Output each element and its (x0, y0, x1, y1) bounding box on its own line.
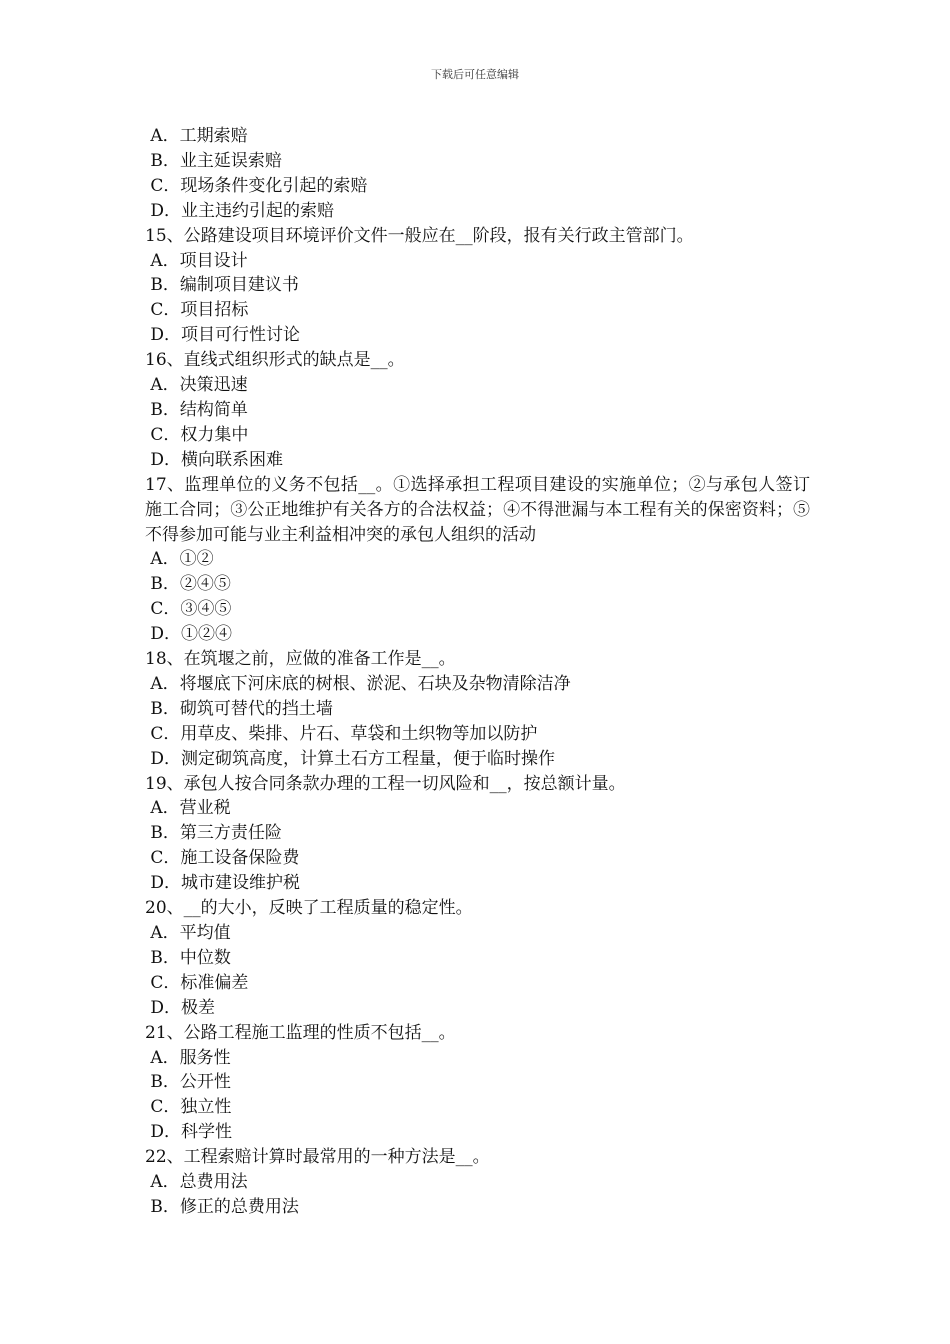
option-text: D．①②④ (145, 624, 233, 645)
option-text: B．砌筑可替代的挡土墙 (145, 698, 333, 719)
question-text: 22、工程索赔计算时最常用的一种方法是__。 (145, 1147, 490, 1168)
option-text: C．用草皮、柴排、片石、草袋和土织物等加以防护 (145, 723, 538, 744)
option-text: C．标准偏差 (145, 972, 249, 993)
option-text: A．服务性 (145, 1047, 231, 1068)
option-text: A．将堰底下河床底的树根、淤泥、石块及杂物清除洁净 (145, 673, 571, 694)
option-text: D．城市建设维护税 (145, 873, 301, 894)
option-text: C．独立性 (145, 1097, 232, 1118)
option-text: C．施工设备保险费 (145, 848, 300, 869)
option-text: B．业主延误索赔 (145, 150, 282, 171)
question-text: 18、在筑堰之前，应做的准备工作是__。 (145, 649, 456, 670)
question-text: 19、承包人按合同条款办理的工程一切风险和__，按总额计量。 (145, 773, 626, 794)
question-text: 21、公路工程施工监理的性质不包括__。 (145, 1022, 456, 1043)
option-text: D．科学性 (145, 1122, 233, 1143)
option-text: A．平均值 (145, 923, 231, 943)
question-text: 20、__的大小，反映了工程质量的稳定性。 (145, 898, 473, 919)
option-text: A．决策迅速 (145, 375, 248, 396)
option-text: D．项目可行性讨论 (145, 325, 301, 346)
page-header: 下载后可任意编辑 (431, 68, 519, 81)
option-text: B．编制项目建议书 (145, 275, 299, 296)
option-text: B．结构简单 (145, 399, 248, 420)
option-text: B．第三方责任险 (145, 823, 282, 844)
option-text: D．横向联系困难 (145, 449, 284, 470)
question-text: 17、监理单位的义务不包括__。①选择承担工程项目建设的实施单位；②与承包人签订施工合同；③公正地维护有关各方的合法权益；④不得泄漏与本工程有关的保密资料；⑤不得参加可能与业主利益相冲突的承包人组织的活动 (145, 474, 810, 545)
option-text: B．中位数 (145, 947, 231, 968)
option-text: B．②④⑤ (145, 574, 231, 595)
option-text: B．修正的总费用法 (145, 1196, 299, 1217)
option-text: C．③④⑤ (145, 599, 232, 620)
option-text: A．①② (145, 549, 214, 570)
option-text: A．项目设计 (145, 250, 248, 271)
question-list (145, 124, 810, 1220)
question-text: 16、直线式组织形式的缺点是__。 (145, 350, 405, 371)
option-text: C．现场条件变化引起的索赔 (145, 175, 368, 196)
option-text: D．极差 (145, 997, 216, 1018)
option-text: C．权力集中 (145, 424, 249, 445)
question-text: 15、公路建设项目环境评价文件一般应在__阶段，报有关行政主管部门。 (145, 225, 694, 246)
option-text: D．测定砌筑高度，计算土石方工程量，便于临时操作 (145, 748, 556, 769)
option-text: A．工期索赔 (145, 126, 248, 146)
option-text: A．营业税 (145, 798, 231, 819)
option-text: A．总费用法 (145, 1172, 248, 1193)
option-text: D．业主违约引起的索赔 (145, 200, 335, 221)
option-text: C．项目招标 (145, 300, 249, 321)
option-text: B．公开性 (145, 1072, 231, 1093)
